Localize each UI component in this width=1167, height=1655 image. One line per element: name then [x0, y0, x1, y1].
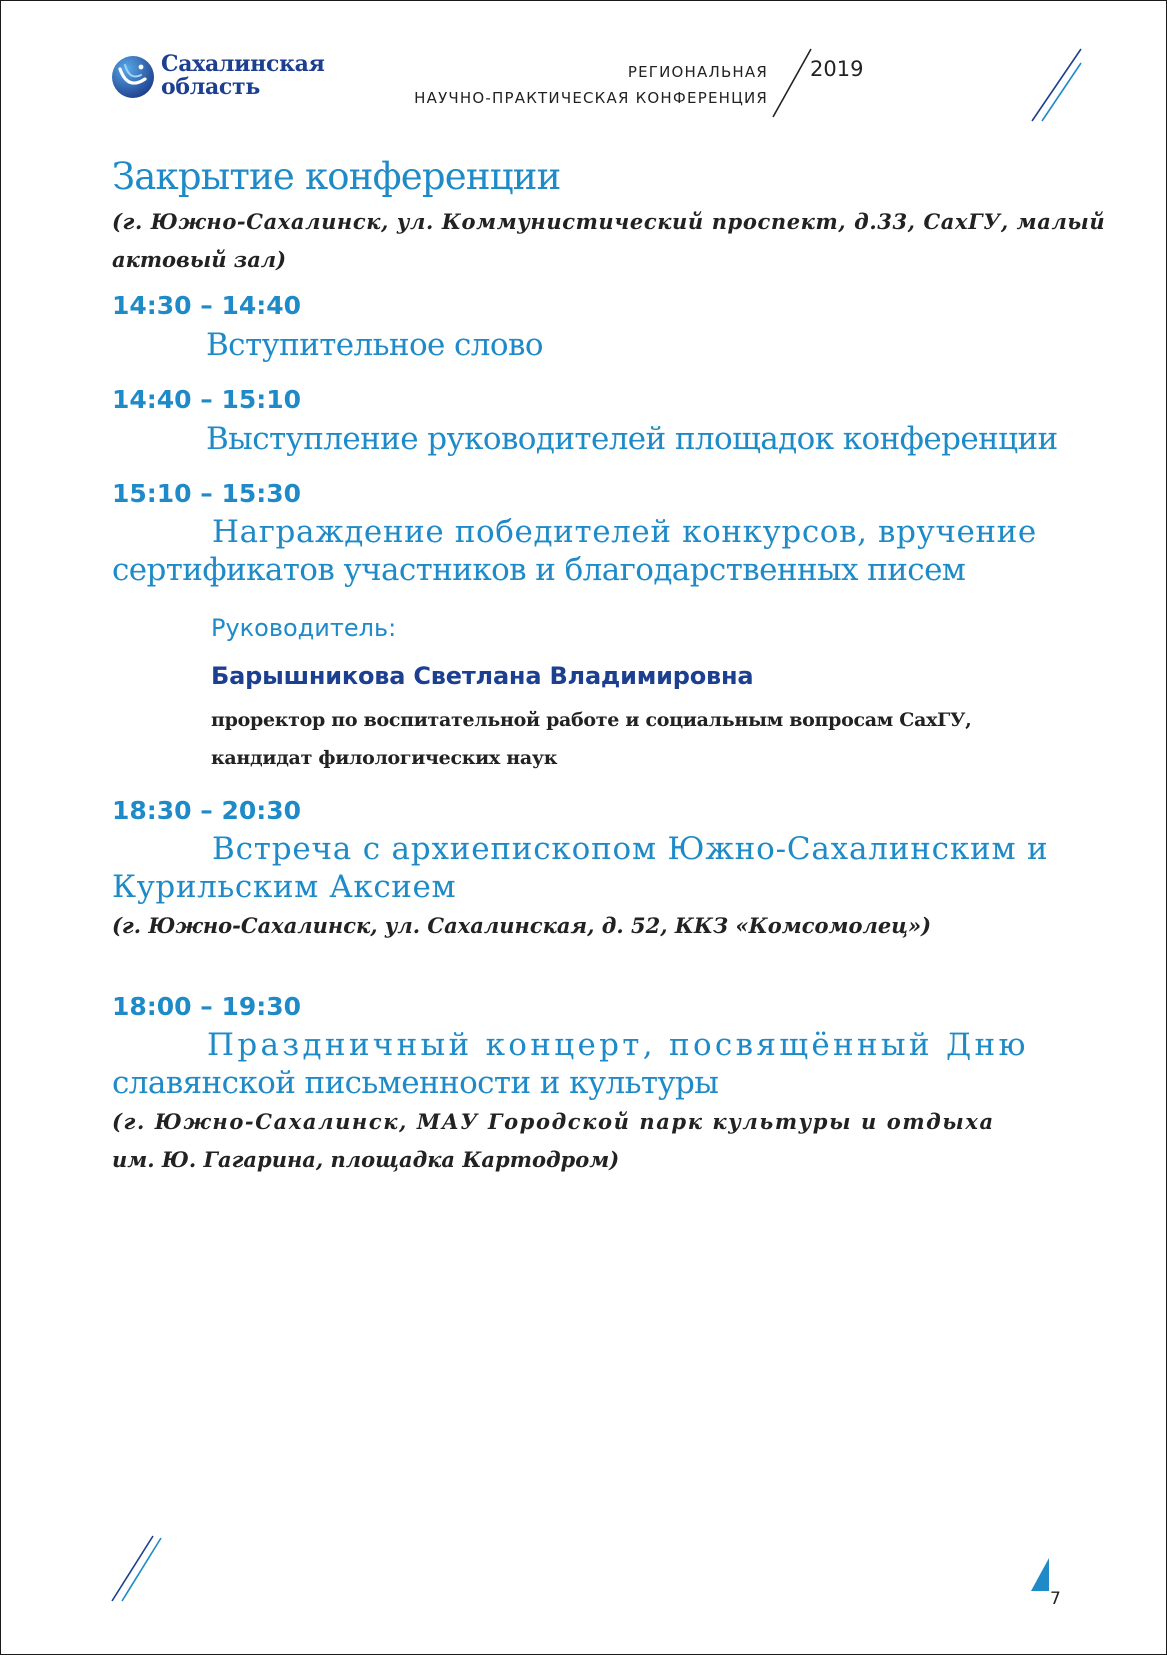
section-place	[112, 203, 1105, 279]
event-time-2: 14:40 – 15:10	[112, 385, 302, 414]
section-place-line-2: актовый зал)	[112, 247, 287, 272]
event-place-5	[112, 1103, 995, 1179]
event-title-5-line-1: Праздничный концерт, посвящённый Дню	[207, 1027, 1029, 1063]
leader-position	[211, 701, 1071, 777]
event-place-5-line-1: (г. Южно-Сахалинск, МАУ Городской парк культуры и отдыха	[112, 1109, 995, 1134]
event-title-4-line-2: Курильским Аксием	[112, 869, 457, 905]
event-title-3-line-1: Награждение победителей конкурсов, вручение	[212, 514, 1037, 550]
event-title-1: Вступительное слово	[206, 327, 543, 363]
leader-label: Руководитель:	[211, 614, 397, 642]
section-place-line-1: (г. Южно-Сахалинск, ул. Коммунистический проспект, д.33, СахГУ, малый	[112, 209, 1106, 234]
conference-line-1: РЕГИОНАЛЬНАЯ	[627, 63, 768, 81]
event-title-5-line-2: славянской письменности и культуры	[112, 1065, 719, 1101]
event-time-3: 15:10 – 15:30	[112, 479, 302, 508]
section-title: Закрытие конференции	[112, 155, 561, 198]
conference-name	[414, 59, 768, 111]
logo-wordmark	[161, 53, 325, 99]
event-place-4: (г. Южно-Сахалинск, ул. Сахалинская, д. 52, ККЗ «Комсомолец»)	[112, 913, 932, 938]
logo-line-2: область	[161, 74, 260, 100]
conference-year: 2019	[810, 57, 864, 81]
page-number: 7	[1050, 1589, 1061, 1609]
event-title-5	[112, 1026, 1029, 1102]
event-time-1: 14:30 – 14:40	[112, 291, 302, 320]
region-logo-icon	[111, 55, 155, 99]
event-title-3-line-2: сертификатов участников и благодарственных писем	[112, 552, 966, 588]
event-title-3	[112, 513, 1037, 589]
event-title-4-line-1: Встреча с архиепископом Южно-Сахалинским и	[212, 831, 1049, 867]
event-time-5: 18:00 – 19:30	[112, 992, 302, 1021]
event-title-2: Выступление руководителей площадок конференции	[206, 421, 1058, 457]
conference-line-2: НАУЧНО-ПРАКТИЧЕСКАЯ КОНФЕРЕНЦИЯ	[414, 89, 768, 107]
logo-line-1: Сахалинская	[161, 51, 325, 77]
leader-name: Барышникова Светлана Владимировна	[211, 662, 754, 690]
leader-position-line-1: проректор по воспитательной работе и социальным вопросам СахГУ,	[211, 709, 972, 731]
event-place-5-line-2: им. Ю. Гагарина, площадка Картодром)	[112, 1147, 620, 1172]
event-time-4: 18:30 – 20:30	[112, 796, 302, 825]
leader-position-line-2: кандидат филологических наук	[211, 747, 558, 769]
event-title-4	[112, 830, 1048, 906]
